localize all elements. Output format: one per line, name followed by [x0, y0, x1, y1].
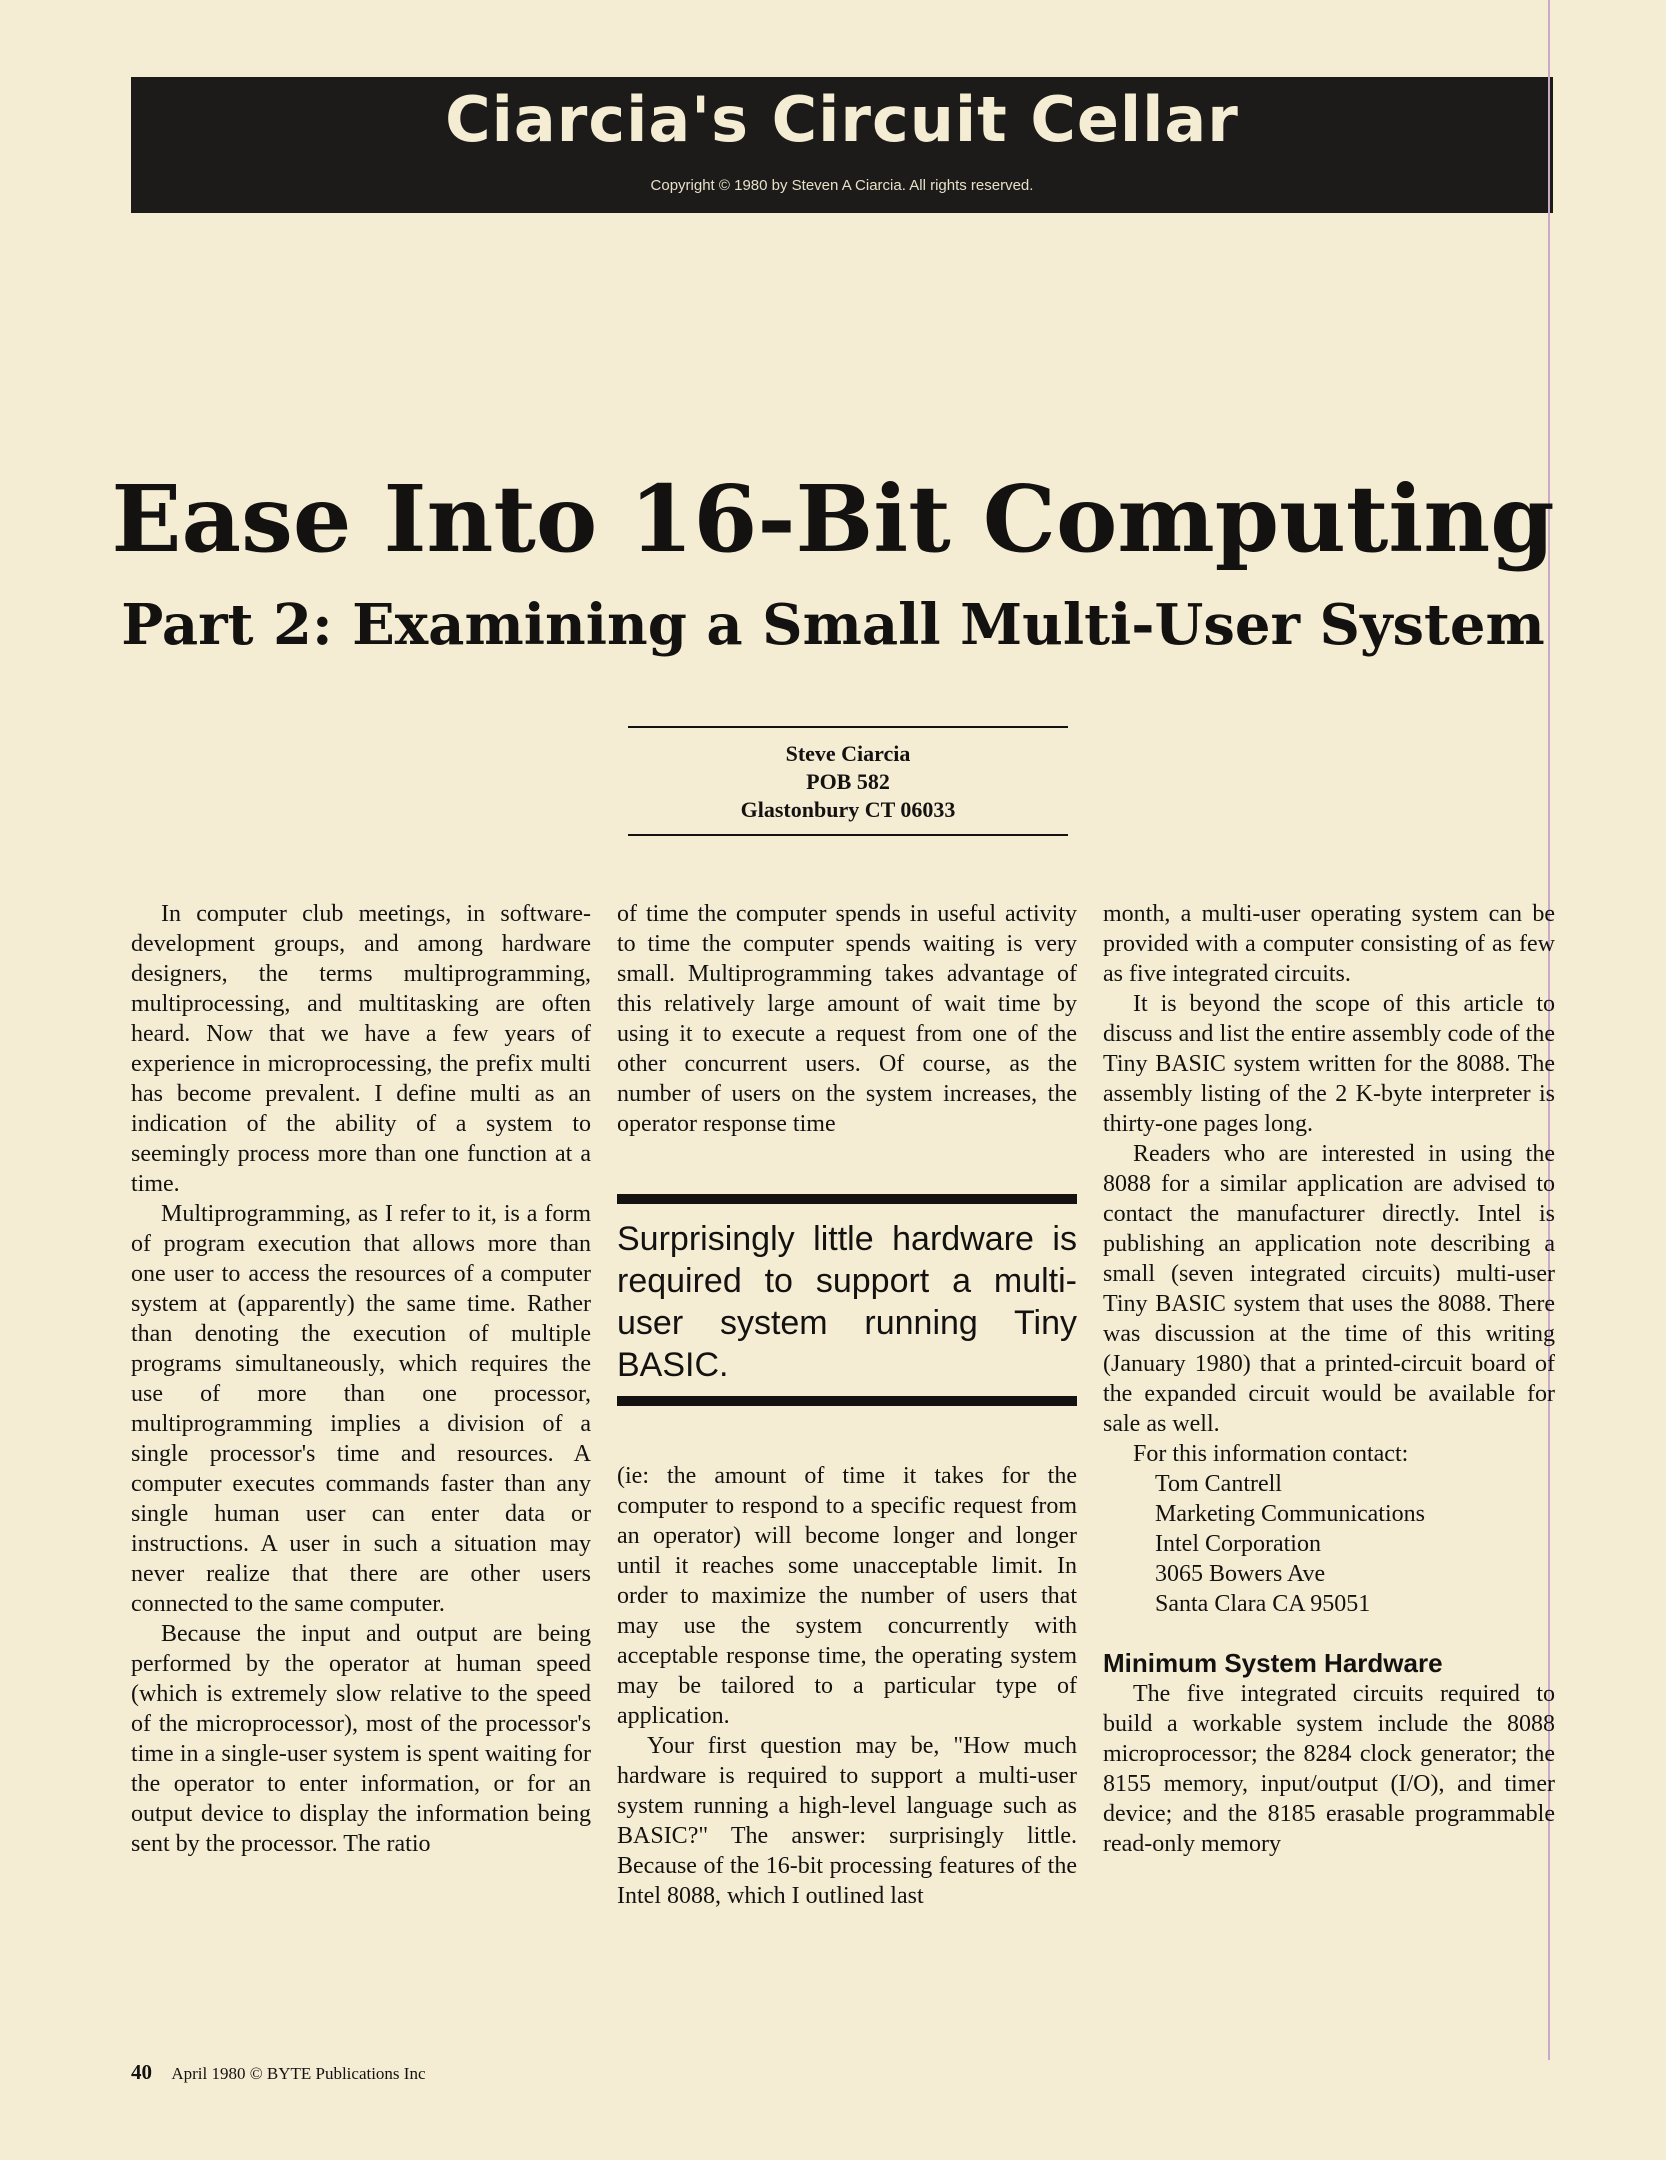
- text-column-2: [617, 899, 1077, 1911]
- paragraph: Multiprogramming, as I refer to it, is a form of program execution that allows more than one user to access the resources of a computer system at (apparently) the same time. Rather than denoting the execution of multiple programs simultaneously, which requires the use of more than one processor, multiprogramming implies a division of a single processor's time and resources. A computer executes commands faster than any single human user can enter data or instructions. A user in such a situation may never realize that there are other users connected to the same computer.: [131, 1201, 591, 1617]
- article-subtitle: Part 2: Examining a Small Multi-User System: [121, 592, 1545, 658]
- contact-line: Marketing Communications: [1155, 1501, 1425, 1527]
- contact-line: Tom Cantrell: [1155, 1471, 1282, 1497]
- banner-copyright: Copyright © 1980 by Steven A Ciarcia. All rights reserved.: [650, 177, 1034, 194]
- author-address-line2: Glastonbury CT 06033: [740, 797, 956, 822]
- banner-title: Ciarcia's Circuit Cellar: [445, 83, 1239, 156]
- paragraph: Your first question may be, "How much hardware is required to support a multi-user system running a high-level language such as BASIC?" The answer: surprisingly little. Because of the 16-bit processing features of the Intel 8088, which I outlined last: [617, 1733, 1077, 1909]
- author-byline: [628, 726, 1068, 836]
- page-footer: [131, 2060, 426, 2085]
- author-name: Steve Ciarcia: [785, 741, 911, 766]
- article-title: Ease Into 16-Bit Computing: [111, 465, 1555, 573]
- paragraph: of time the computer spends in useful activity to time the computer spends waiting is very small. Multiprogramming takes advantage of this relatively large amount of wait time by using it to execute a request from one of the other concurrent users. Of course, as the number of users on the system increases, the operator response time: [617, 901, 1077, 1137]
- paragraph: (ie: the amount of time it takes for the computer to respond to a specific request from an operator) will become longer and longer until it reaches some unacceptable limit. In order to maximize the number of users that may use the system concurrently with acceptable response time, the operating system may be tailored to a particular type of application.: [617, 1463, 1077, 1729]
- contact-line: 3065 Bowers Ave: [1155, 1561, 1326, 1587]
- paragraph: Because the input and output are being performed by the operator at human speed (which is extremely slow relative to the speed of the microprocessor), most of the processor's time in a single-user system is spent waiting for the operator to enter information, or for an output device to display the information being sent by the processor. The ratio: [131, 1621, 591, 1857]
- section-heading: Minimum System Hardware: [1103, 1648, 1443, 1678]
- text-column-3: [1103, 899, 1555, 1859]
- paragraph: It is beyond the scope of this article to discuss and list the entire assembly code of the Tiny BASIC system written for the 8088. The assembly listing of the 2 K-byte interpreter is thirty-one pages long.: [1103, 991, 1555, 1137]
- contact-line: Intel Corporation: [1155, 1531, 1321, 1557]
- column-banner: [131, 77, 1553, 213]
- text-column-1: [131, 899, 591, 1859]
- paragraph: For this information contact:: [1133, 1441, 1409, 1467]
- paragraph: In computer club meetings, in software-development groups, and among hardware designers, the terms multiprogramming, multiprocessing, and multitasking are often heard. Now that we have a few years of experience in microprocessing, the prefix multi has become prevalent. I define multi as an indication of the ability of a system to seemingly process more than one function at a time.: [131, 901, 591, 1197]
- pull-quote: Surprisingly little hardware is required to support a multi-user system running Tiny BASIC.: [617, 1194, 1077, 1406]
- footer-text: April 1980 © BYTE Publications Inc: [171, 2064, 426, 2083]
- paragraph: month, a multi-user operating system can be provided with a computer consisting of as few as five integrated circuits.: [1103, 901, 1555, 987]
- contact-line: Santa Clara CA 95051: [1155, 1591, 1371, 1617]
- author-address-line1: POB 582: [806, 769, 890, 794]
- paragraph: Readers who are interested in using the 8088 for a similar application are advised to contact the manufacturer directly. Intel is publishing an application note describing a small (seven integrated circuits) multi-user Tiny BASIC system that uses the 8088. There was discussion at the time of this writing (January 1980) that a printed-circuit board of the expanded circuit would be available for sale as well.: [1103, 1141, 1555, 1437]
- page-number: 40: [131, 2060, 152, 2084]
- paragraph: The five integrated circuits required to build a workable system include the 8088 microprocessor; the 8284 clock generator; the 8155 memory, input/output (I/O), and timer device; and the 8185 erasable programmable read-only memory: [1103, 1681, 1555, 1857]
